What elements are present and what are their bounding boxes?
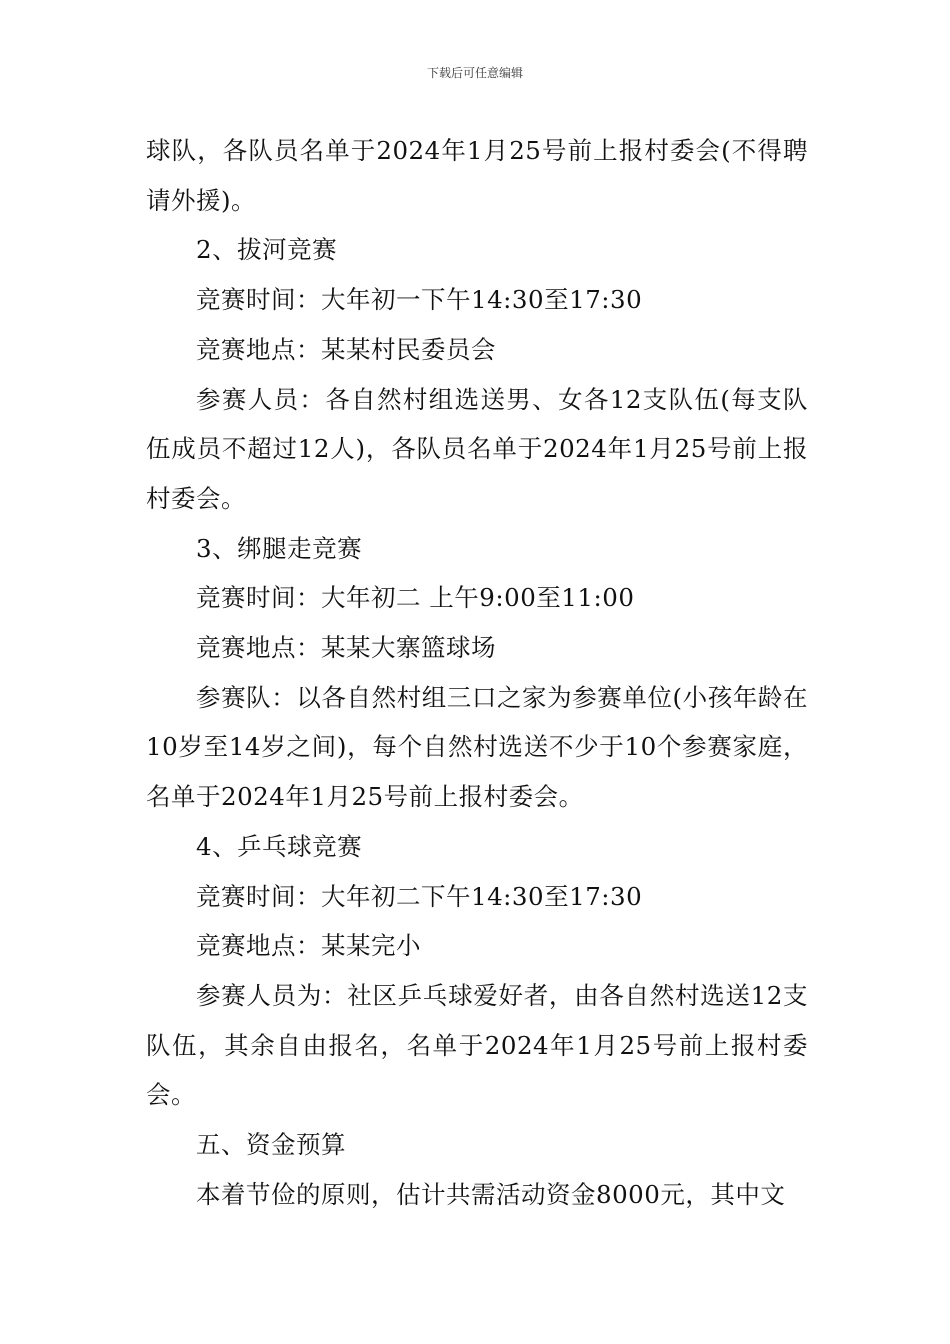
paragraph-tug-of-war-time: 竞赛时间：大年初一下午14:30至17:30 [196,285,643,315]
heading-table-tennis: 4、乒乓球竞赛 [196,831,363,861]
heading-three-legged-race: 3、绑腿走竞赛 [196,533,363,563]
paragraph-tug-of-war-participants: 参赛人员：各自然村组选送男、女各12支队伍(每支队伍成员不超过12人)，各队员名单于2024年1月25号前上报村委会。 [146,384,808,513]
paragraph-three-legged-race-location: 竞赛地点：某某大寨篮球场 [196,633,496,663]
document-body [146,126,808,1219]
page-header: 下载后可任意编辑 [426,66,523,80]
heading-budget: 五、资金预算 [196,1130,346,1160]
paragraph-table-tennis-time: 竞赛时间：大年初二下午14:30至17:30 [196,881,643,911]
paragraph-team-registration: 球队，各队员名单于2024年1月25号前上报村委会(不得聘请外援)。 [146,136,808,215]
paragraph-three-legged-race-participants: 参赛队：以各自然村组三口之家为参赛单位(小孩年龄在10岁至14岁之间)，每个自然村选送不少于10个参赛家庭，名单于2024年1月25号前上报村委会。 [146,682,808,812]
paragraph-table-tennis-participants: 参赛人员为：社区乒乓球爱好者，由各自然村选送12支队伍，其余自由报名，名单于2024年1月25号前上报村委会。 [146,980,808,1110]
paragraph-tug-of-war-location: 竞赛地点：某某村民委员会 [196,334,496,364]
paragraph-table-tennis-location: 竞赛地点：某某完小 [196,931,421,961]
heading-tug-of-war: 2、拔河竞赛 [196,235,338,265]
paragraph-budget: 本着节俭的原则，估计共需活动资金8000元，其中文 [196,1179,786,1209]
paragraph-three-legged-race-time: 竞赛时间：大年初二 上午9:00至11:00 [196,583,635,613]
